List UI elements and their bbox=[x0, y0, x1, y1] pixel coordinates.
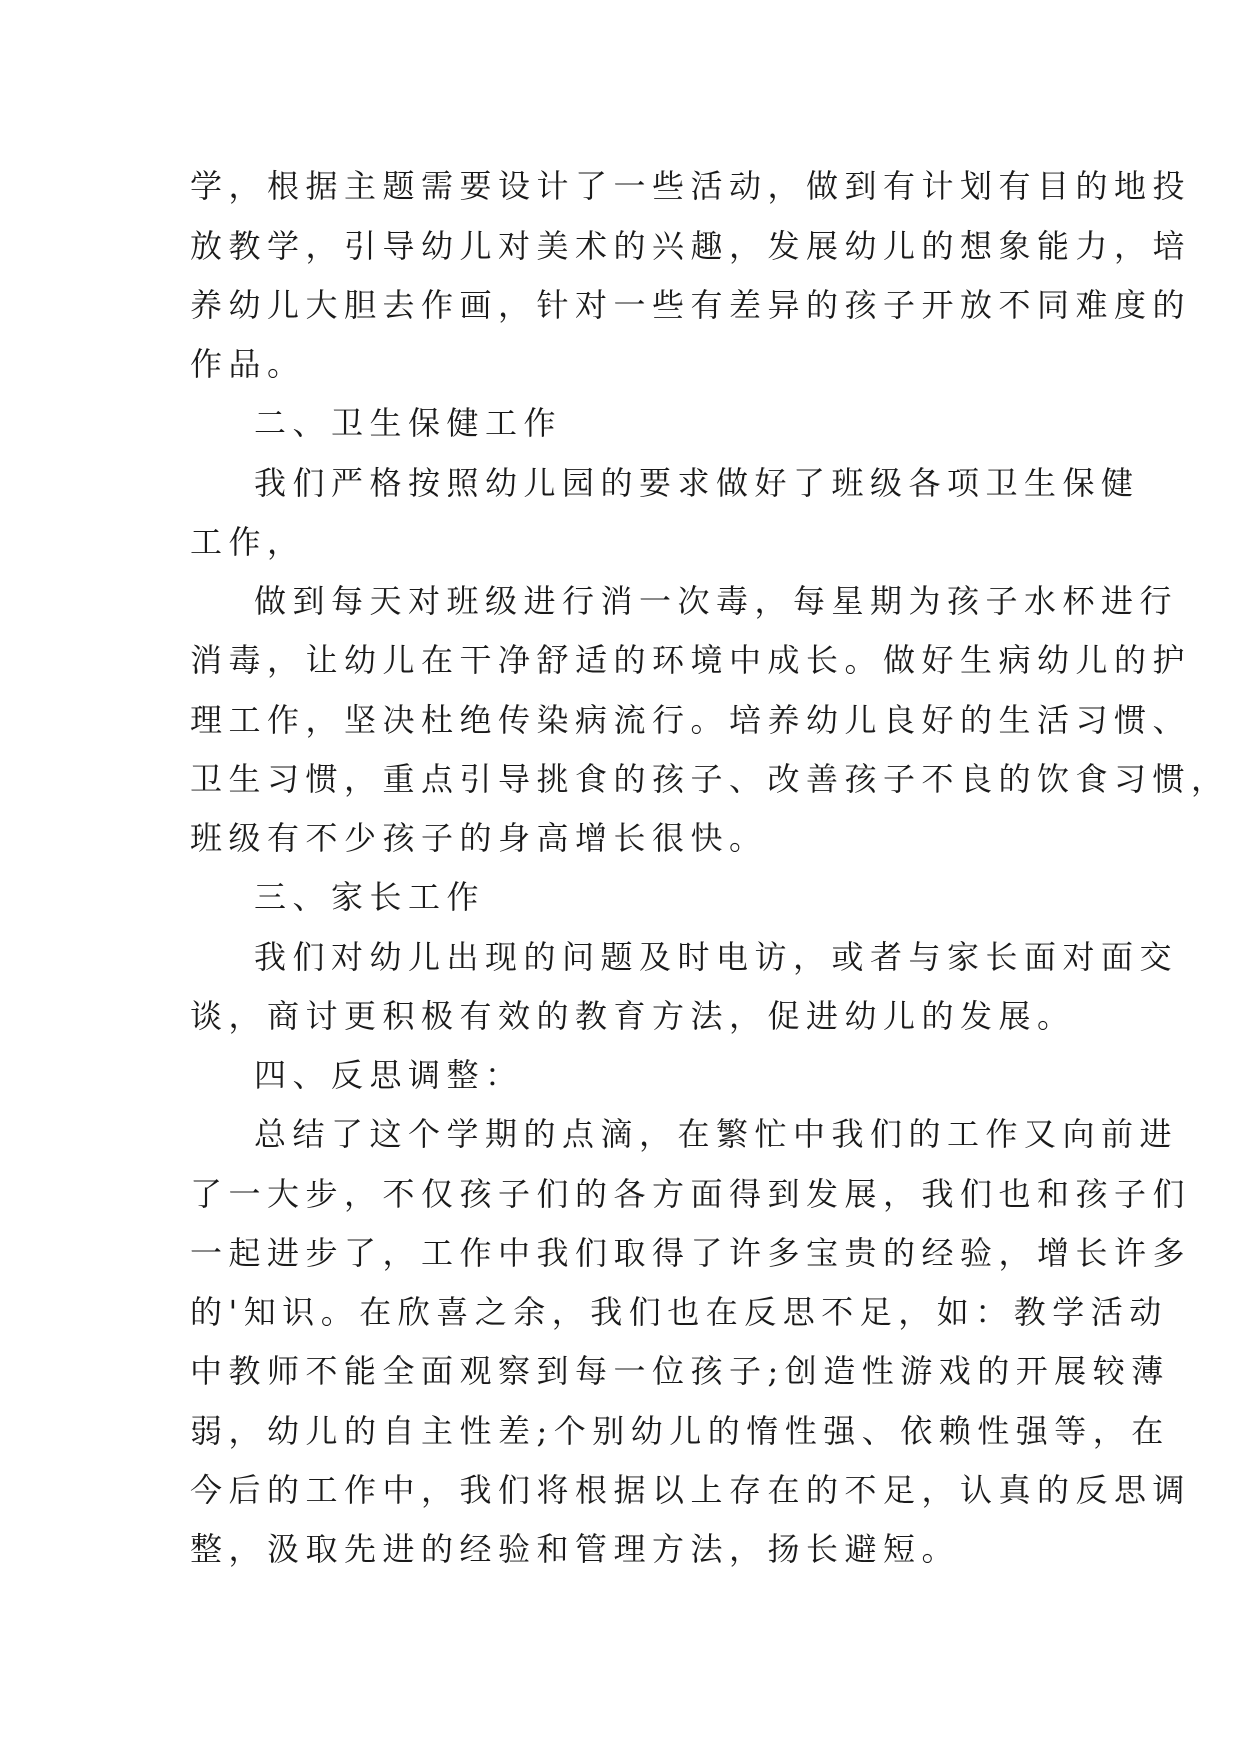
text-line: 工作， bbox=[190, 523, 306, 561]
text-line: 整，汲取先进的经验和管理方法，扬长避短。 bbox=[190, 1530, 961, 1568]
section-heading: 二、卫生保健工作 bbox=[254, 404, 563, 442]
text-line: 消毒，让幼儿在干净舒适的环境中成长。做好生病幼儿的护 bbox=[190, 641, 1192, 679]
text-line: 作品。 bbox=[190, 345, 306, 383]
text-line: 养幼儿大胆去作画，针对一些有差异的孩子开放不同难度的 bbox=[190, 286, 1192, 324]
text-line: 我们严格按照幼儿园的要求做好了班级各项卫生保健 bbox=[254, 464, 1140, 502]
text-line: 的'知识。在欣喜之余，我们也在反思不足，如：教学活动 bbox=[190, 1293, 1168, 1331]
text-line: 弱，幼儿的自主性差;个别幼儿的惰性强、依赖性强等，在 bbox=[190, 1412, 1170, 1450]
text-line: 总结了这个学期的点滴，在繁忙中我们的工作又向前进 bbox=[254, 1115, 1179, 1153]
section-heading: 三、家长工作 bbox=[254, 878, 486, 916]
text-line: 放教学，引导幼儿对美术的兴趣，发展幼儿的想象能力，培 bbox=[190, 227, 1192, 265]
text-line: 卫生习惯，重点引导挑食的孩子、改善孩子不良的饮食习惯， bbox=[190, 760, 1230, 798]
text-line: 今后的工作中，我们将根据以上存在的不足，认真的反思调 bbox=[190, 1471, 1192, 1509]
text-line: 理工作，坚决杜绝传染病流行。培养幼儿良好的生活习惯、 bbox=[190, 701, 1192, 739]
section-heading: 四、反思调整： bbox=[254, 1056, 524, 1094]
text-line: 谈，商讨更积极有效的教育方法，促进幼儿的发展。 bbox=[190, 997, 1076, 1035]
text-line: 做到每天对班级进行消一次毒，每星期为孩子水杯进行 bbox=[254, 582, 1179, 620]
text-line: 了一大步，不仅孩子们的各方面得到发展，我们也和孩子们 bbox=[190, 1175, 1192, 1213]
text-line: 我们对幼儿出现的问题及时电访，或者与家长面对面交 bbox=[254, 938, 1179, 976]
text-line: 中教师不能全面观察到每一位孩子;创造性游戏的开展较薄 bbox=[190, 1352, 1170, 1390]
text-line: 班级有不少孩子的身高增长很快。 bbox=[190, 819, 768, 857]
text-line: 一起进步了，工作中我们取得了许多宝贵的经验，增长许多 bbox=[190, 1234, 1192, 1272]
text-line: 学，根据主题需要设计了一些活动，做到有计划有目的地投 bbox=[190, 167, 1192, 205]
